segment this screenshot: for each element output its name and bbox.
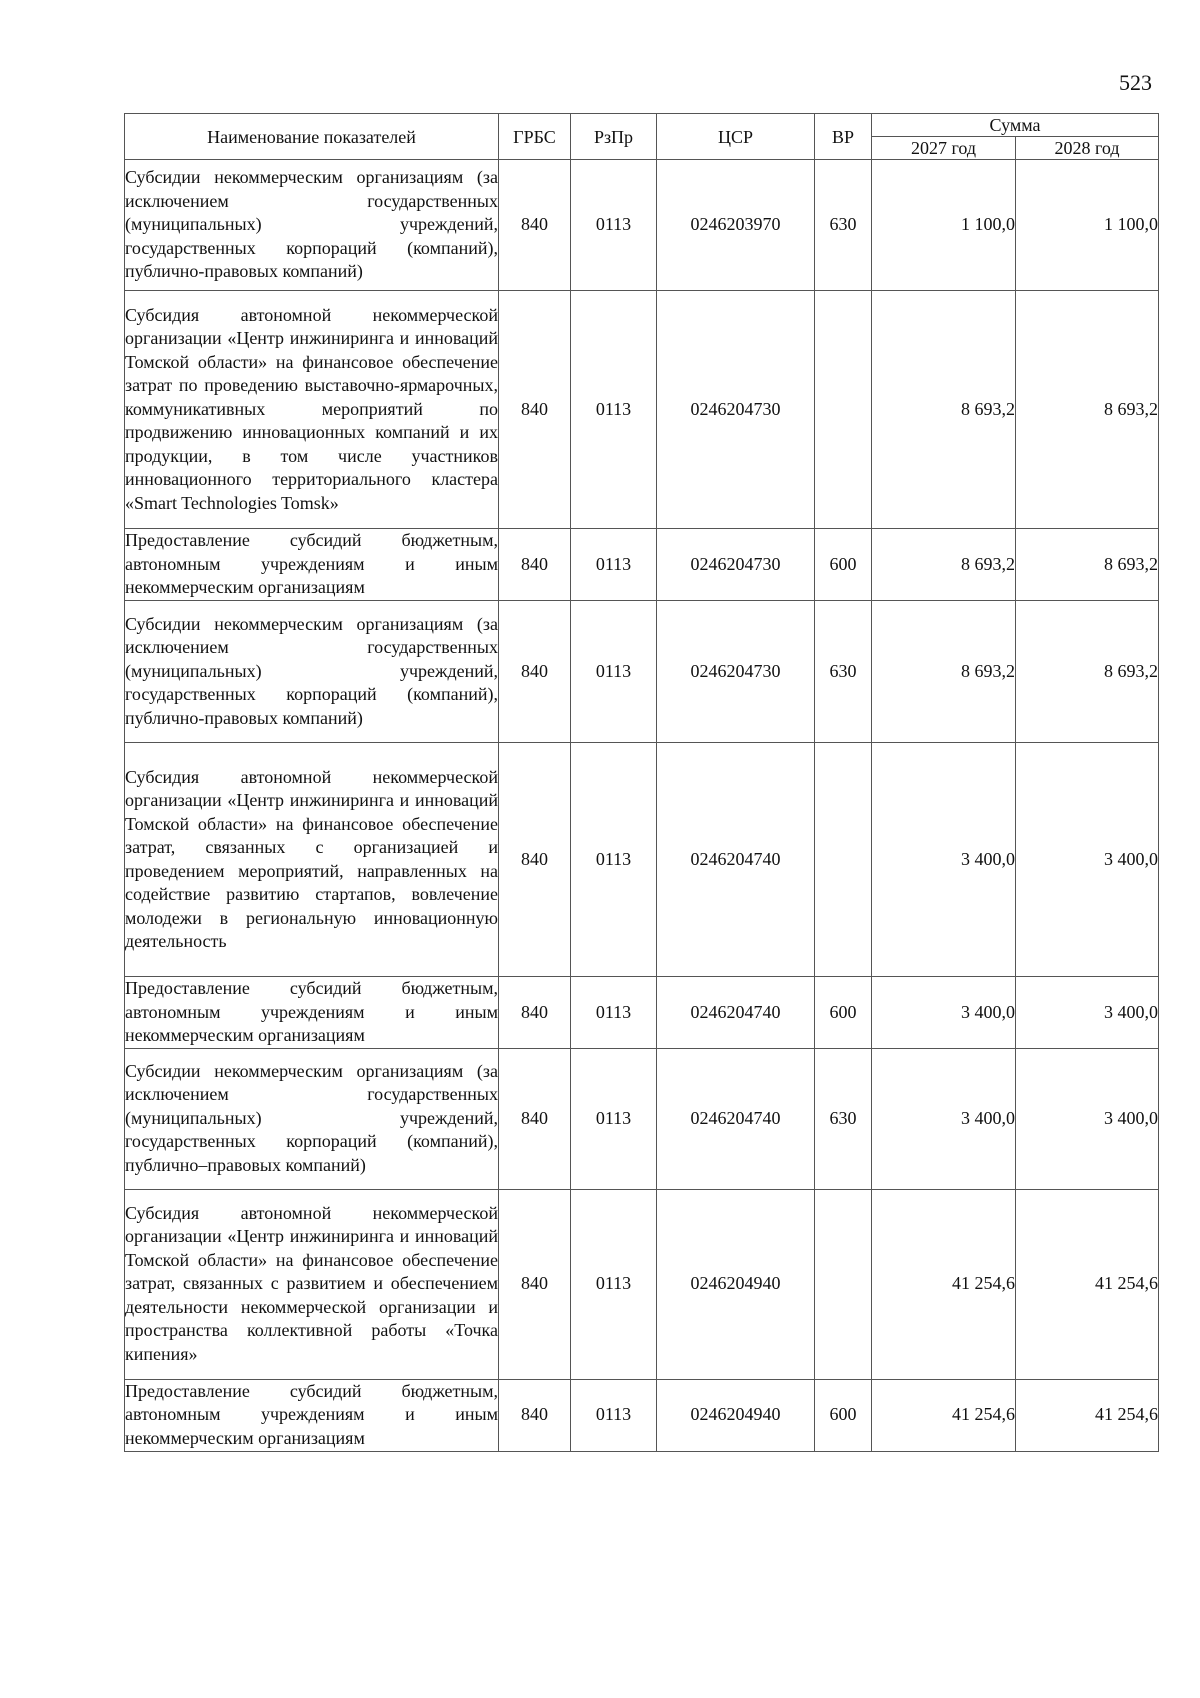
- row-grbs: 840: [499, 1048, 571, 1189]
- row-grbs: 840: [499, 1379, 571, 1451]
- row-rzpr: 0113: [571, 1379, 657, 1451]
- row-sum-2028: 3 400,0: [1016, 977, 1159, 1049]
- row-sum-2027: 8 693,2: [872, 291, 1016, 529]
- row-sum-2028: 8 693,2: [1016, 291, 1159, 529]
- header-sum: Сумма: [872, 114, 1159, 137]
- header-vr: ВР: [815, 114, 872, 160]
- table-row: [125, 1048, 1159, 1189]
- header-year-2028: 2028 год: [1016, 137, 1159, 160]
- row-grbs: 840: [499, 743, 571, 977]
- row-sum-2028: 8 693,2: [1016, 529, 1159, 601]
- header-year-2027: 2027 год: [872, 137, 1016, 160]
- row-sum-2028: 3 400,0: [1016, 743, 1159, 977]
- row-csr: 0246204740: [657, 977, 815, 1049]
- row-rzpr: 0113: [571, 1048, 657, 1189]
- table-row: [125, 529, 1159, 601]
- row-sum-2027: 3 400,0: [872, 977, 1016, 1049]
- row-grbs: 840: [499, 529, 571, 601]
- row-vr: [815, 291, 872, 529]
- row-sum-2027: 3 400,0: [872, 743, 1016, 977]
- table-row: [125, 291, 1159, 529]
- row-rzpr: 0113: [571, 160, 657, 291]
- row-csr: 0246204740: [657, 1048, 815, 1189]
- row-vr: [815, 1189, 872, 1379]
- header-rzpr: РзПр: [571, 114, 657, 160]
- row-rzpr: 0113: [571, 601, 657, 743]
- row-sum-2028: 41 254,6: [1016, 1189, 1159, 1379]
- page-number: 523: [1119, 70, 1152, 95]
- table-row: [125, 601, 1159, 743]
- row-csr: 0246204730: [657, 291, 815, 529]
- row-sum-2028: 3 400,0: [1016, 1048, 1159, 1189]
- row-name: Субсидия автономной некоммерческой организации «Центр инжиниринга и инноваций Томской области» на финансовое обеспечение затрат по проведению выставочно-ярмарочных, коммуникативных мероприятий по продвижению инновационных компаний и их продукции, в том числе участников инновационного территориального кластера «Smart Technologies Tomsk»: [125, 291, 499, 529]
- row-name: Предоставление субсидий бюджетным, автономным учреждениям и иным некоммерческим организациям: [125, 977, 499, 1049]
- row-csr: 0246204730: [657, 601, 815, 743]
- table-header: [125, 114, 1159, 160]
- row-grbs: 840: [499, 977, 571, 1049]
- row-rzpr: 0113: [571, 529, 657, 601]
- row-vr: 630: [815, 1048, 872, 1189]
- row-vr: 600: [815, 977, 872, 1049]
- row-csr: 0246204740: [657, 743, 815, 977]
- row-name: Предоставление субсидий бюджетным, автономным учреждениям и иным некоммерческим организациям: [125, 1379, 499, 1451]
- row-sum-2028: 1 100,0: [1016, 160, 1159, 291]
- row-sum-2028: 41 254,6: [1016, 1379, 1159, 1451]
- row-rzpr: 0113: [571, 1189, 657, 1379]
- row-grbs: 840: [499, 160, 571, 291]
- row-name: Субсидии некоммерческим организациям (за исключением государственных (муниципальных) учреждений, государственных корпораций (компаний), публично-правовых компаний): [125, 601, 499, 743]
- row-vr: 630: [815, 601, 872, 743]
- row-vr: 630: [815, 160, 872, 291]
- row-vr: [815, 743, 872, 977]
- row-name: Субсидия автономной некоммерческой организации «Центр инжиниринга и инноваций Томской области» на финансовое обеспечение затрат, связанных с развитием и обеспечением деятельности некоммерческой организации и пространства коллективной работы «Точка кипения»: [125, 1189, 499, 1379]
- row-sum-2027: 41 254,6: [872, 1379, 1016, 1451]
- row-name: Предоставление субсидий бюджетным, автономным учреждениям и иным некоммерческим организациям: [125, 529, 499, 601]
- row-csr: 0246204730: [657, 529, 815, 601]
- row-sum-2027: 41 254,6: [872, 1189, 1016, 1379]
- table-row: [125, 1189, 1159, 1379]
- row-csr: 0246203970: [657, 160, 815, 291]
- table-body: [125, 160, 1159, 1452]
- table-row: [125, 1379, 1159, 1451]
- row-grbs: 840: [499, 1189, 571, 1379]
- header-grbs: ГРБС: [499, 114, 571, 160]
- header-name: Наименование показателей: [125, 114, 499, 160]
- row-grbs: 840: [499, 601, 571, 743]
- row-csr: 0246204940: [657, 1379, 815, 1451]
- row-sum-2027: 8 693,2: [872, 529, 1016, 601]
- row-name: Субсидия автономной некоммерческой организации «Центр инжиниринга и инноваций Томской области» на финансовое обеспечение затрат, связанных с организацией и проведением мероприятий, направленных на содействие развитию стартапов, вовлечение молодежи в региональную инновационную деятельность: [125, 743, 499, 977]
- table-row: [125, 743, 1159, 977]
- row-name: Субсидии некоммерческим организациям (за исключением государственных (муниципальных) учреждений, государственных корпораций (компаний), публично–правовых компаний): [125, 1048, 499, 1189]
- row-vr: 600: [815, 529, 872, 601]
- budget-table: [124, 113, 1159, 1452]
- table-row: [125, 160, 1159, 291]
- row-name: Субсидии некоммерческим организациям (за исключением государственных (муниципальных) учреждений, государственных корпораций (компаний), публично-правовых компаний): [125, 160, 499, 291]
- row-grbs: 840: [499, 291, 571, 529]
- row-sum-2027: 8 693,2: [872, 601, 1016, 743]
- table-row: [125, 977, 1159, 1049]
- row-rzpr: 0113: [571, 977, 657, 1049]
- header-csr: ЦСР: [657, 114, 815, 160]
- row-rzpr: 0113: [571, 291, 657, 529]
- row-sum-2027: 1 100,0: [872, 160, 1016, 291]
- row-sum-2028: 8 693,2: [1016, 601, 1159, 743]
- row-vr: 600: [815, 1379, 872, 1451]
- row-csr: 0246204940: [657, 1189, 815, 1379]
- row-sum-2027: 3 400,0: [872, 1048, 1016, 1189]
- row-rzpr: 0113: [571, 743, 657, 977]
